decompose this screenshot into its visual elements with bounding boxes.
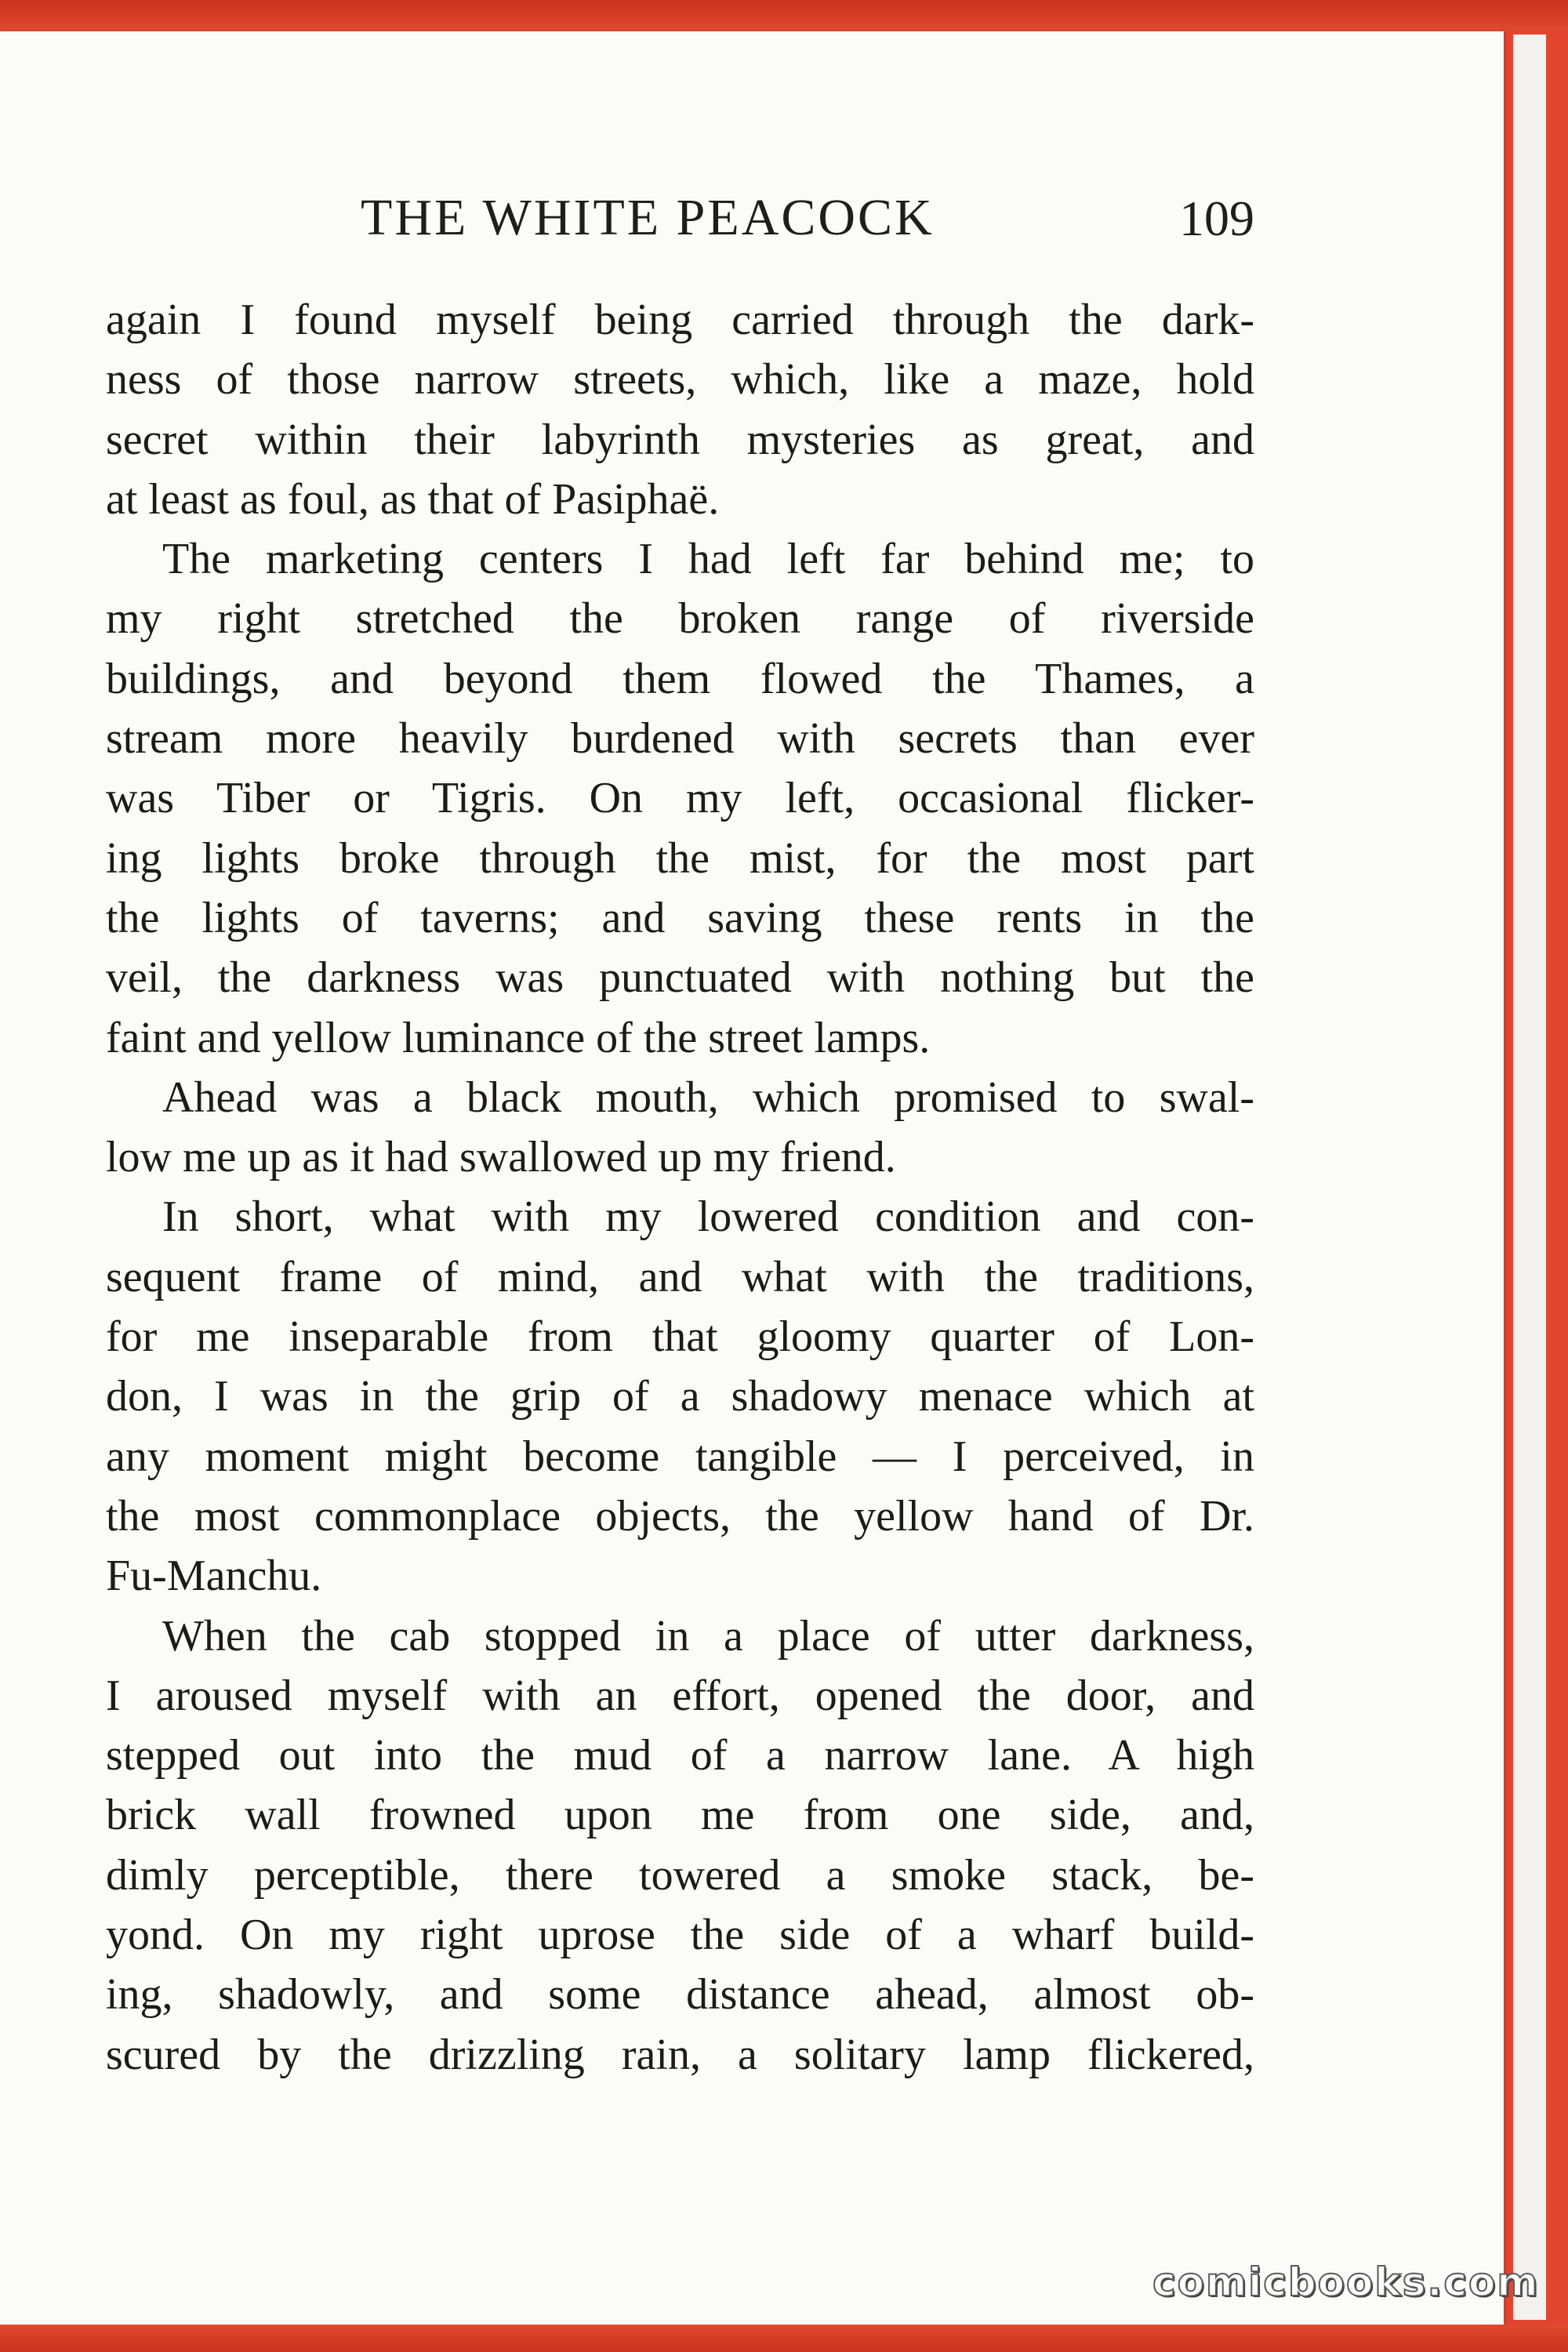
text-line: the most commonplace objects, the yellow hand of Dr. xyxy=(106,1491,1254,1541)
text-line: was Tiber or Tigris. On my left, occasional flicker- xyxy=(106,774,1254,823)
text-line: faint and yellow luminance of the street lamps. xyxy=(106,1013,931,1062)
text-line: for me inseparable from that gloomy quarter of Lon- xyxy=(106,1312,1254,1362)
text-line: again I found myself being carried through the dark- xyxy=(106,296,1254,344)
text-line: sequent frame of mind, and what with the traditions, xyxy=(106,1252,1254,1301)
text-line: the lights of taverns; and saving these rents in the xyxy=(106,893,1254,942)
text-line: stream more heavily burdened with secrets than ever xyxy=(106,714,1254,764)
text-line: Fu-Manchu. xyxy=(106,1552,322,1601)
next-page-edge xyxy=(1513,34,1546,2320)
paragraph-start-line: Ahead was a black mouth, which promised to swal- xyxy=(162,1073,1254,1122)
site-watermark: comicbooks.com xyxy=(1152,2259,1540,2305)
text-line: I aroused myself with an effort, opened the door, and xyxy=(106,1671,1254,1720)
text-line: yond. On my right uprose the side of a wharf build- xyxy=(106,1911,1254,1960)
text-line: low me up as it had swallowed up my friend. xyxy=(106,1133,896,1182)
text-line: my right stretched the broken range of riverside xyxy=(106,594,1254,644)
text-line: ing, shadowly, and some distance ahead, almost ob- xyxy=(106,1970,1254,2020)
text-line: ness of those narrow streets, which, like a maze, hold xyxy=(106,355,1254,405)
running-title: THE WHITE PEACOCK xyxy=(361,189,935,246)
text-line: dimly perceptible, there towered a smoke stack, be- xyxy=(106,1850,1254,1900)
text-line: don, I was in the grip of a shadowy menace which at xyxy=(106,1372,1254,1421)
text-line: veil, the darkness was punctuated with nothing but the xyxy=(106,953,1254,1003)
page-number: 109 xyxy=(1179,191,1254,246)
text-line: ing lights broke through the mist, for the most part xyxy=(106,833,1254,883)
text-line: scured by the drizzling rain, a solitary lamp flickered, xyxy=(106,2030,1254,2079)
paragraph-start-line: When the cab stopped in a place of utter darkness, xyxy=(162,1611,1254,1661)
running-header xyxy=(106,188,1254,259)
paragraph-start-line: In short, what with my lowered condition and con- xyxy=(162,1192,1254,1242)
book-cover-bottom-edge xyxy=(0,2325,1568,2352)
text-line: any moment might become tangible — I perceived, in xyxy=(106,1432,1254,1481)
text-line: at least as foul, as that of Pasiphaë. xyxy=(106,474,720,524)
text-line: secret within their labyrinth mysteries as great, and xyxy=(106,415,1254,464)
body-text xyxy=(106,290,1254,2085)
text-line: stepped out into the mud of a narrow lane. A high xyxy=(106,1731,1254,1780)
text-line: brick wall frowned upon me from one side, and, xyxy=(106,1791,1254,1840)
book-cover-top-edge xyxy=(0,0,1568,31)
paragraph-start-line: The marketing centers I had left far behind me; to xyxy=(162,535,1254,584)
text-line: buildings, and beyond them flowed the Thames, a xyxy=(106,654,1254,703)
